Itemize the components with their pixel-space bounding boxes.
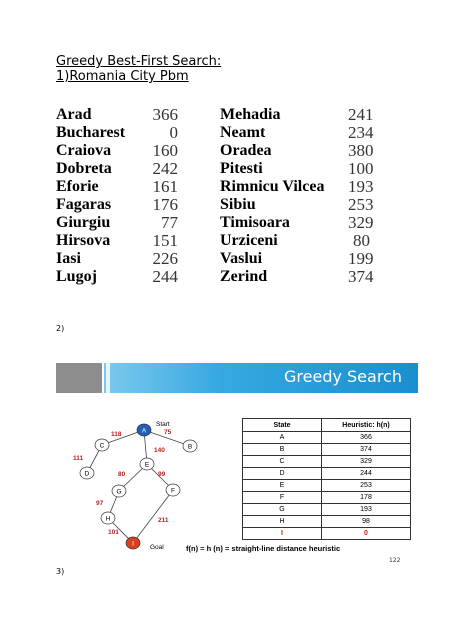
table-row [243,492,411,504]
slide-title: Greedy Search [284,367,402,386]
state-cell: I [243,528,322,540]
banner-divider [102,363,104,393]
graph-node-label: I [132,540,134,548]
heuristic-cell: 244 [322,468,411,480]
city-heuristic-value: 151 [152,231,178,250]
state-cell: G [243,504,322,516]
city-name: Iasi [56,250,81,267]
table-row [243,456,411,468]
city-heuristic-value: 374 [348,267,374,286]
heuristic-table [242,418,411,540]
city-name: Eforie [56,178,99,195]
heuristic-formula: f(n) = h (n) = straight-line distance heuristic [186,544,341,553]
table-header: Heuristic: h(n) [322,419,411,432]
city-row [220,213,374,232]
city-row [56,106,178,124]
heuristic-cell: 374 [322,444,411,456]
city-row [220,177,374,196]
graph-node-label: C [99,442,105,450]
city-name: Fagaras [56,196,112,213]
edge-cost-label: 140 [154,447,165,454]
city-name: Timisoara [220,214,290,231]
graph-node-label: A [141,427,147,435]
city-row [56,142,178,160]
greedy-search-slide [56,363,418,572]
graph-node-label: D [84,470,90,478]
banner-divider-2 [106,363,110,393]
state-cell: E [243,480,322,492]
city-name: Giurgiu [56,214,111,231]
city-heuristic-value: 100 [348,159,374,178]
city-heuristic-value: 242 [152,159,178,178]
state-cell: A [243,432,322,444]
city-name: Neamt [220,124,266,141]
graph-node-label: H [105,515,111,523]
heuristic-cell: 178 [322,492,411,504]
edge-cost-label: 101 [108,529,119,536]
city-heuristic-value: 176 [152,195,178,214]
state-cell: D [243,468,322,480]
city-name: Lugoj [56,268,97,285]
heading-line-1: Greedy Best-First Search: [56,54,222,69]
city-row [56,196,178,214]
graph-node-label: B [187,443,193,451]
city-name: Arad [56,106,92,123]
heuristic-cell: 329 [322,456,411,468]
graph-node-label: F [171,487,175,495]
city-row [220,123,374,142]
slide-banner [56,363,418,393]
city-row [56,214,178,232]
city-row [56,250,178,268]
table-row [243,432,411,444]
table-row [243,528,411,540]
heuristic-table-right [220,105,374,286]
city-row [220,105,374,124]
city-name: Pitesti [220,160,263,177]
table-row [243,480,411,492]
city-name: Craiova [56,142,112,159]
city-name: Hirsova [56,232,111,249]
city-row [220,249,374,268]
city-heuristic-value: 161 [152,177,178,196]
edge-cost-label: 118 [111,431,122,438]
table-row [243,444,411,456]
city-heuristic-value: 244 [152,267,178,286]
city-row [56,232,178,250]
heuristic-cell: 366 [322,432,411,444]
city-name: Bucharest [56,124,126,141]
city-name: Dobreta [56,160,112,177]
city-heuristic-value: 77 [161,213,178,232]
state-cell: F [243,492,322,504]
city-heuristic-value: 80 [353,231,370,250]
city-heuristic-value: 160 [152,141,178,160]
heading-line-2: 1)Romania City Pbm [56,69,189,84]
city-name: Rimnicu Vilcea [220,178,325,195]
city-heuristic-value: 193 [348,177,374,196]
city-heuristic-value: 253 [348,195,374,214]
edge-cost-label: 97 [96,500,104,507]
city-heuristic-value: 234 [348,123,374,142]
part-3-marker: 3) [56,567,65,576]
city-row [220,195,374,214]
slide-page-number: 122 [389,557,401,564]
city-name: Oradea [220,142,272,159]
city-row [220,267,374,286]
graph-node-label: E [144,461,150,469]
heuristic-cell: 193 [322,504,411,516]
city-name: Zerind [220,268,268,285]
city-row [56,178,178,196]
graph-node-label: G [116,488,122,496]
city-row [56,268,178,286]
state-cell: B [243,444,322,456]
heuristic-cell: 253 [322,480,411,492]
city-name: Urziceni [220,232,278,249]
city-heuristic-value: 329 [348,213,374,232]
state-cell: C [243,456,322,468]
banner-gray-block [56,363,102,393]
document-heading [56,54,221,84]
edge-cost-label: 80 [118,471,126,478]
city-heuristic-value: 241 [348,105,374,124]
city-name: Mehadia [220,106,281,123]
city-heuristic-value: 199 [348,249,374,268]
heuristic-cell: 98 [322,516,411,528]
table-row [243,468,411,480]
city-row [56,160,178,178]
table-row [243,504,411,516]
city-heuristic-value: 366 [152,105,178,124]
table-row [243,516,411,528]
city-name: Sibiu [220,196,256,213]
city-heuristic-value: 380 [348,141,374,160]
city-heuristic-value: 226 [152,249,178,268]
edge-cost-label: 75 [164,429,172,436]
heuristic-cell: 0 [322,528,411,540]
city-row [220,141,374,160]
start-label: Start [156,421,170,428]
city-row [220,159,374,178]
part-2-marker: 2) [56,324,65,333]
goal-label: Goal [150,544,164,551]
edge-cost-label: 111 [73,455,84,462]
edge-cost-label: 211 [158,517,169,524]
search-graph [56,393,236,553]
heuristic-table-left [56,106,178,286]
city-heuristic-value: 0 [169,123,178,142]
table-header: State [243,419,322,432]
city-row [220,232,370,250]
edge-cost-label: 99 [158,471,166,478]
state-cell: H [243,516,322,528]
city-row [56,124,178,142]
city-name: Vaslui [220,250,263,267]
